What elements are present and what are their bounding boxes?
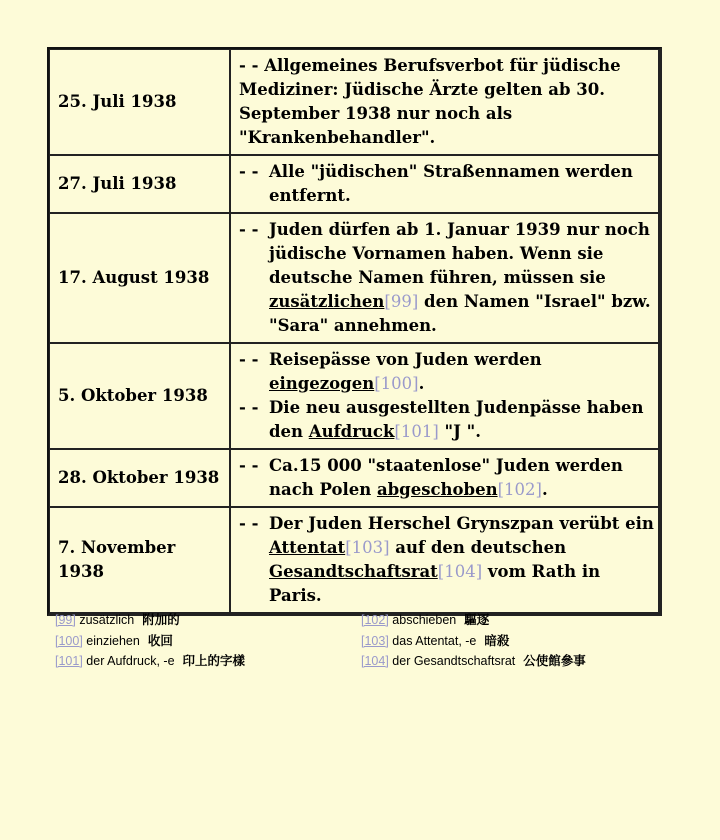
glossary-right [361,610,586,672]
event-text-segment: den Namen "Israel" bzw. "Sara" annehmen. [269,292,651,335]
timeline-row [49,155,659,213]
event-text-segment: . [541,480,548,499]
event-date: 17. August 1938 [49,213,230,343]
glossary-entry [361,651,586,672]
timeline-row [49,343,659,449]
footnote-link[interactable]: [101] [394,422,439,441]
glossary-term: das Attentat, -e [392,633,477,648]
event-date: 7. November 1938 [49,507,230,613]
glossary-translation: 收回 [147,632,173,648]
event-text-segment: Die neu ausgestellten Judenpässe haben den [269,398,644,441]
event-text [239,348,654,396]
event-text [239,396,654,444]
event-description [230,155,659,213]
glossary-term: abschieben [392,613,457,627]
event-text-segment: "J ". [438,422,481,441]
timeline-row [49,507,659,613]
event-date: 28. Oktober 1938 [49,449,230,507]
vocab-term: eingezogen [269,374,375,393]
vocab-term: abgeschoben [376,480,498,499]
dash-marker: - - [239,350,259,369]
event-text-segment: Alle "jüdischen" Straßennamen werden entfernt. [269,162,633,205]
footnote-link[interactable]: [103] [345,538,390,557]
glossary-entry [361,610,586,631]
glossary-entry [361,631,586,652]
glossary-term: einziehen [86,633,140,648]
event-date: 27. Juli 1938 [49,155,230,213]
glossary-translation: 附加的 [142,612,180,627]
event-description [230,343,659,449]
event-date: 25. Juli 1938 [49,49,230,155]
event-text-segment: Ca.15 000 "staatenlose" Juden werden nach Polen [269,456,623,499]
vocab-term: zusätzlichen [269,292,385,311]
glossary-translation: 驅逐 [464,612,490,627]
footnote-link[interactable]: [104] [361,654,389,668]
footnote-link[interactable]: [103] [361,633,389,648]
dash-marker: - - [239,398,259,417]
timeline-row [49,49,659,155]
event-date: 5. Oktober 1938 [49,343,230,449]
event-text-segment: auf den deutschen [389,538,567,557]
footnote-link[interactable]: [102] [497,480,542,499]
footnote-link[interactable]: [101] [55,654,83,668]
glossary-translation: 公使館參事 [523,653,586,668]
dash-marker: - - [239,56,265,75]
event-text [239,218,654,338]
event-text-segment: Der Juden Herschel Grynszpan verübt ein [269,514,654,533]
glossary-entry [55,610,245,631]
event-text [239,160,654,208]
glossary-term: der Gesandtschaftsrat [392,654,516,668]
event-text-segment: Juden dürfen ab 1. Januar 1939 nur noch jüdische Vornamen haben. Wenn sie deutsche Namen führen, müssen sie [269,220,650,287]
event-description [230,507,659,613]
footnote-link[interactable]: [99] [55,613,76,627]
dash-marker: - - [239,220,259,239]
footnote-link[interactable]: [100] [374,374,419,393]
glossary-entry [55,651,245,672]
footnote-link[interactable]: [99] [384,292,419,311]
event-text [239,512,654,608]
glossary-left [55,610,245,672]
event-text [239,454,654,502]
timeline-row [49,213,659,343]
event-text [239,54,654,150]
glossary-term: der Aufdruck, -e [86,654,175,668]
vocab-term: Gesandtschaftsrat [269,562,438,581]
dash-marker: - - [239,456,259,475]
glossary-term: zusätzlich [79,613,135,627]
footnote-link[interactable]: [102] [361,613,389,627]
dash-marker: - - [239,514,259,533]
event-text-segment: Reisepässe von Juden werden [269,350,542,369]
vocab-term: Aufdruck [308,422,395,441]
event-text-segment: vom Rath in Paris. [269,562,601,605]
event-text-segment: Allgemeines Berufsverbot für jüdische Mediziner: Jüdische Ärzte gelten ab 30. September 1938 nur noch als "Krankenbehandler". [239,56,621,147]
glossary-translation: 暗殺 [484,632,510,648]
timeline-table [47,47,662,616]
event-description [230,449,659,507]
glossary-entry [55,631,245,652]
timeline-row [49,449,659,507]
footnote-link[interactable]: [100] [55,633,83,648]
event-description [230,213,659,343]
timeline-rows [49,49,659,613]
glossary-translation: 印上的字樣 [182,653,246,668]
vocab-term: Attentat [269,538,346,557]
event-description [230,49,659,155]
event-text-segment: . [418,374,425,393]
footnote-link[interactable]: [104] [437,562,483,581]
dash-marker: - - [239,162,259,181]
